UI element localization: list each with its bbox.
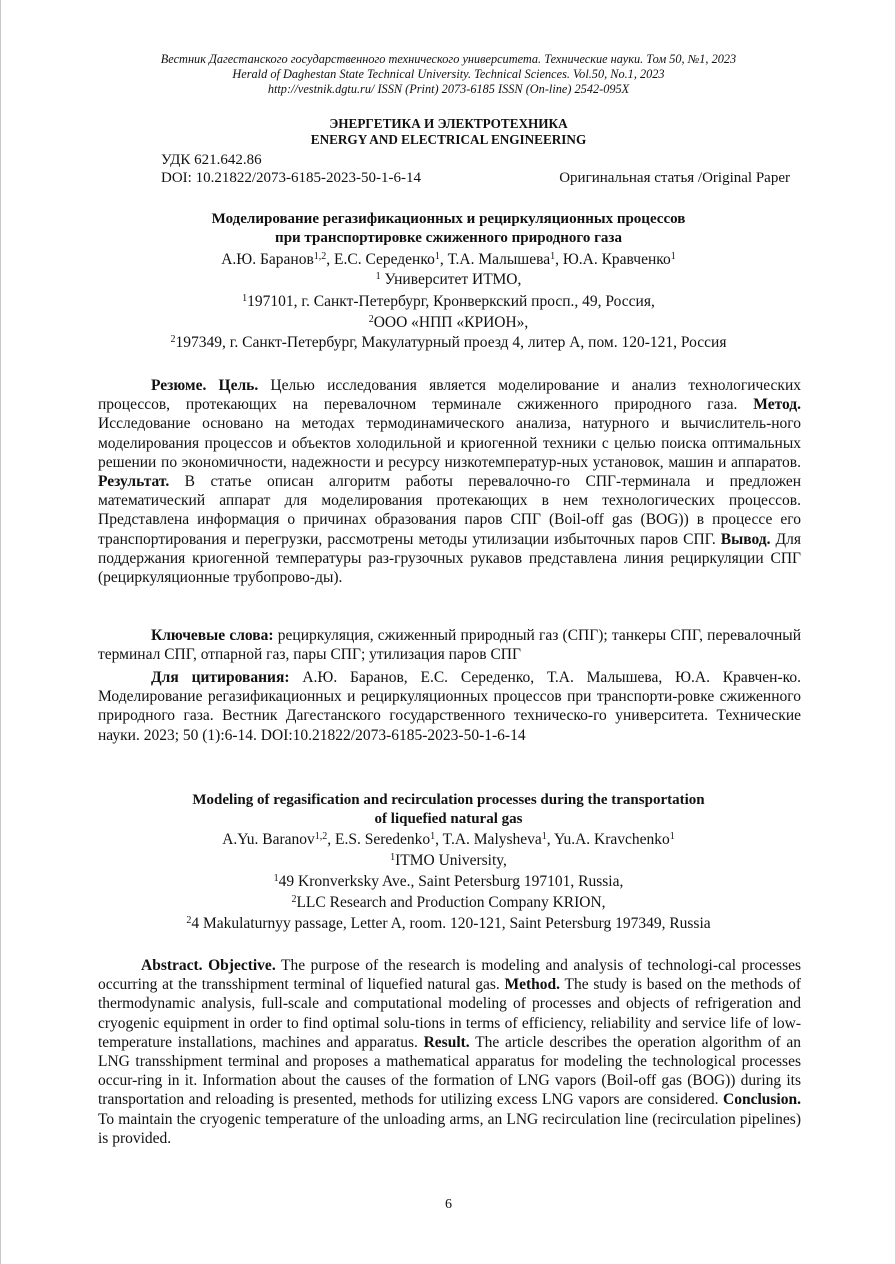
affiliation-ru-2 <box>1 313 895 333</box>
doi: DOI: 10.21822/2073-6185-2023-50-1-6-14 <box>161 170 421 186</box>
abstract-en <box>98 956 801 1148</box>
aff-text: ООО «НПП «КРИОН», <box>373 314 529 331</box>
author-sup: 1,2 <box>314 831 328 842</box>
citation-ru <box>98 668 801 745</box>
authors-en <box>1 830 895 850</box>
author-sup: 1 <box>541 831 547 842</box>
title-ru-line2: при транспортировке сжиженного природного газа <box>275 230 622 246</box>
journal-title-en: Herald of Daghestan State Technical University. Technical Sciences. Vol.50, No.1, 2023 <box>232 67 665 81</box>
section-title-ru: ЭНЕРГЕТИКА И ЭЛЕКТРОТЕХНИКА <box>329 116 568 131</box>
page-number: 6 <box>445 1197 452 1212</box>
title-ru <box>1 210 895 248</box>
journal-header <box>1 52 895 97</box>
aff-text: LLC Research and Production Company KRION, <box>296 894 606 911</box>
affiliation-ru-1 <box>1 270 895 290</box>
abstract-text: The study is based on the methods of thermodynamic analysis, full-scale and computational modeling of processes and objects of refrigeration and cryogenic equipment in order to find optimal solu-tions in terms of efficiency, reliability and service life of low-temperature installations, machines and apparatus. <box>98 976 801 1051</box>
address-ru-2 <box>1 333 895 353</box>
aff-text: 49 Kronverksky Ave., Saint Petersburg 197101, Russia, <box>278 873 624 890</box>
abstract-label: Метод. <box>753 396 801 414</box>
abstract-label: Abstract. Objective. <box>141 957 276 974</box>
title-ru-line1: Моделирование регазификационных и рециркуляционных процессов <box>211 211 686 227</box>
abstract-ru <box>98 376 801 587</box>
address-ru-1 <box>1 292 895 312</box>
journal-issn: http://vestnik.dgtu.ru/ ISSN (Print) 2073-6185 ISSN (On-line) 2542-095X <box>267 82 630 96</box>
aff-text: 197101, г. Санкт-Петербург, Кронверкский просп., 49, Россия, <box>247 293 655 310</box>
abstract-text: Целью исследования является моделирование и анализ технологических процессов, протекающих на перевалочном терминале сжиженного природного газа. <box>98 377 802 414</box>
aff-sup: 2 <box>368 314 374 325</box>
abstract-text: Для поддержания криогенной температуры раз-грузочных рукавов представлена линия рециркуляции СПГ (рециркуляционные трубопрово-ды). <box>98 530 801 587</box>
aff-sup: 1 <box>273 873 279 884</box>
address-en-1 <box>1 872 895 892</box>
author-name: , E.S. Seredenko <box>327 831 431 848</box>
aff-sup: 2 <box>170 334 176 345</box>
title-en-line2: of liquefied natural gas <box>374 811 523 827</box>
section-heading <box>1 116 895 148</box>
author-name: , T.A. Malysheva <box>435 831 542 848</box>
keywords-text: рециркуляция, сжиженный природный газ (СПГ); танкеры СПГ, перевалочный терминал СПГ, отпарной газ, пары СПГ; утилизация паров СПГ <box>98 627 801 664</box>
author-sup: 1 <box>434 251 440 262</box>
abstract-label: Резюме. Цель. <box>151 377 259 394</box>
aff-text: Университет ИТМО, <box>380 271 522 288</box>
aff-text: 4 Makulaturnyy passage, Letter A, room. 120-121, Saint Petersburg 197349, Russia <box>191 915 711 932</box>
author-sup: 1,2 <box>313 251 327 262</box>
keywords-label: Ключевые слова: <box>151 627 274 644</box>
affiliation-en-2 <box>1 893 895 913</box>
authors-ru <box>1 250 895 270</box>
author-name: , Т.А. Малышева <box>439 251 551 268</box>
aff-sup: 1 <box>375 271 381 282</box>
aff-sup: 1 <box>242 293 248 304</box>
journal-title-ru: Вестник Дагестанского государственного технического университета. Технические науки. Том 50, №1, 2023 <box>160 52 737 66</box>
citation-text: А.Ю. Баранов, Е.С. Середенко, Т.А. Малышева, Ю.А. Кравчен-ко. Моделирование регазификационных и рециркуляционных процессов при транспорти-ровке сжиженного природного газа. Вестник Дагестанского государственного техническо-го университета. Технические науки. 2023; 50 (1):6-14. DOI:10.21822/2073-6185-2023-50-1-6-14 <box>98 669 802 744</box>
author-sup: 1 <box>670 251 676 262</box>
author-name: A.Yu. Baranov <box>222 831 315 848</box>
address-en-2 <box>1 914 895 934</box>
author-sup: 1 <box>550 251 556 262</box>
aff-text: ITMO University, <box>395 852 507 869</box>
abstract-label: Method. <box>504 976 561 994</box>
title-en-line1: Modeling of regasification and recirculation processes during the transportation <box>192 792 705 808</box>
abstract-label: Result. <box>423 1033 470 1051</box>
author-sup: 1 <box>669 831 675 842</box>
affiliation-en-1 <box>1 851 895 871</box>
citation-label: Для цитирования: <box>151 669 290 686</box>
abstract-text: To maintain the cryogenic temperature of the unloading arms, an LNG recirculation line (recirculation pipelines) is provided. <box>98 1110 801 1147</box>
aff-sup: 2 <box>291 894 297 905</box>
author-name: , Ю.А. Кравченко <box>555 251 671 268</box>
title-en <box>1 791 895 829</box>
aff-text: 197349, г. Санкт-Петербург, Макулатурный проезд 4, литер А, пом. 120-121, Россия <box>175 334 727 351</box>
author-name: , Yu.A. Kravchenko <box>546 831 670 848</box>
author-name: , Е.С. Середенко <box>326 251 435 268</box>
author-sup: 1 <box>430 831 436 842</box>
author-name: А.Ю. Баранов <box>221 251 314 268</box>
aff-sup: 1 <box>390 852 396 863</box>
abstract-label: Результат. <box>98 473 170 491</box>
aff-sup: 2 <box>186 915 192 926</box>
udk-code: УДК 621.642.86 <box>161 152 262 168</box>
section-title-en: ENERGY AND ELECTRICAL ENGINEERING <box>310 132 587 147</box>
abstract-label: Вывод. <box>720 530 771 548</box>
abstract-text: Исследование основано на методах термодинамического анализа, натурного и вычислитель-ного моделирования процессов и объектов холодильной и криогенной техники с целью поиска оптимальных решении по экономичности, надежности и ресурсу низкотемператур-ных установок, машин и аппаратов. <box>98 415 801 471</box>
abstract-text: The article describes the operation algorithm of an LNG transshipment terminal and proposes a mathematical apparatus for modeling the technological processes occur-ring in it. Information about the causes of the formation of LNG vapors (Boil-off gas (BOG)) during its transportation and reloading is presented, methods for utilizing excess LNG vapors are considered. <box>98 1033 801 1109</box>
paper-type: Оригинальная статья /Original Paper <box>559 170 790 186</box>
abstract-text: The purpose of the research is modeling and analysis of technologi-cal processes occurring at the transshipment terminal of liquefied natural gas. <box>98 957 802 994</box>
abstract-text: В статье описан алгоритм работы перевалочно-го СПГ-терминала и предложен математический аппарат для моделирования протекающих в нем технологических процессов. Представлена информация о причинах образования паров СПГ (Boil-off gas (BOG)) в процессе его транспортирования и перегрузки, рассмотрены методы утилизации избыточных паров СПГ. <box>98 473 801 548</box>
keywords-ru <box>98 626 801 664</box>
abstract-label: Conclusion. <box>723 1091 801 1109</box>
